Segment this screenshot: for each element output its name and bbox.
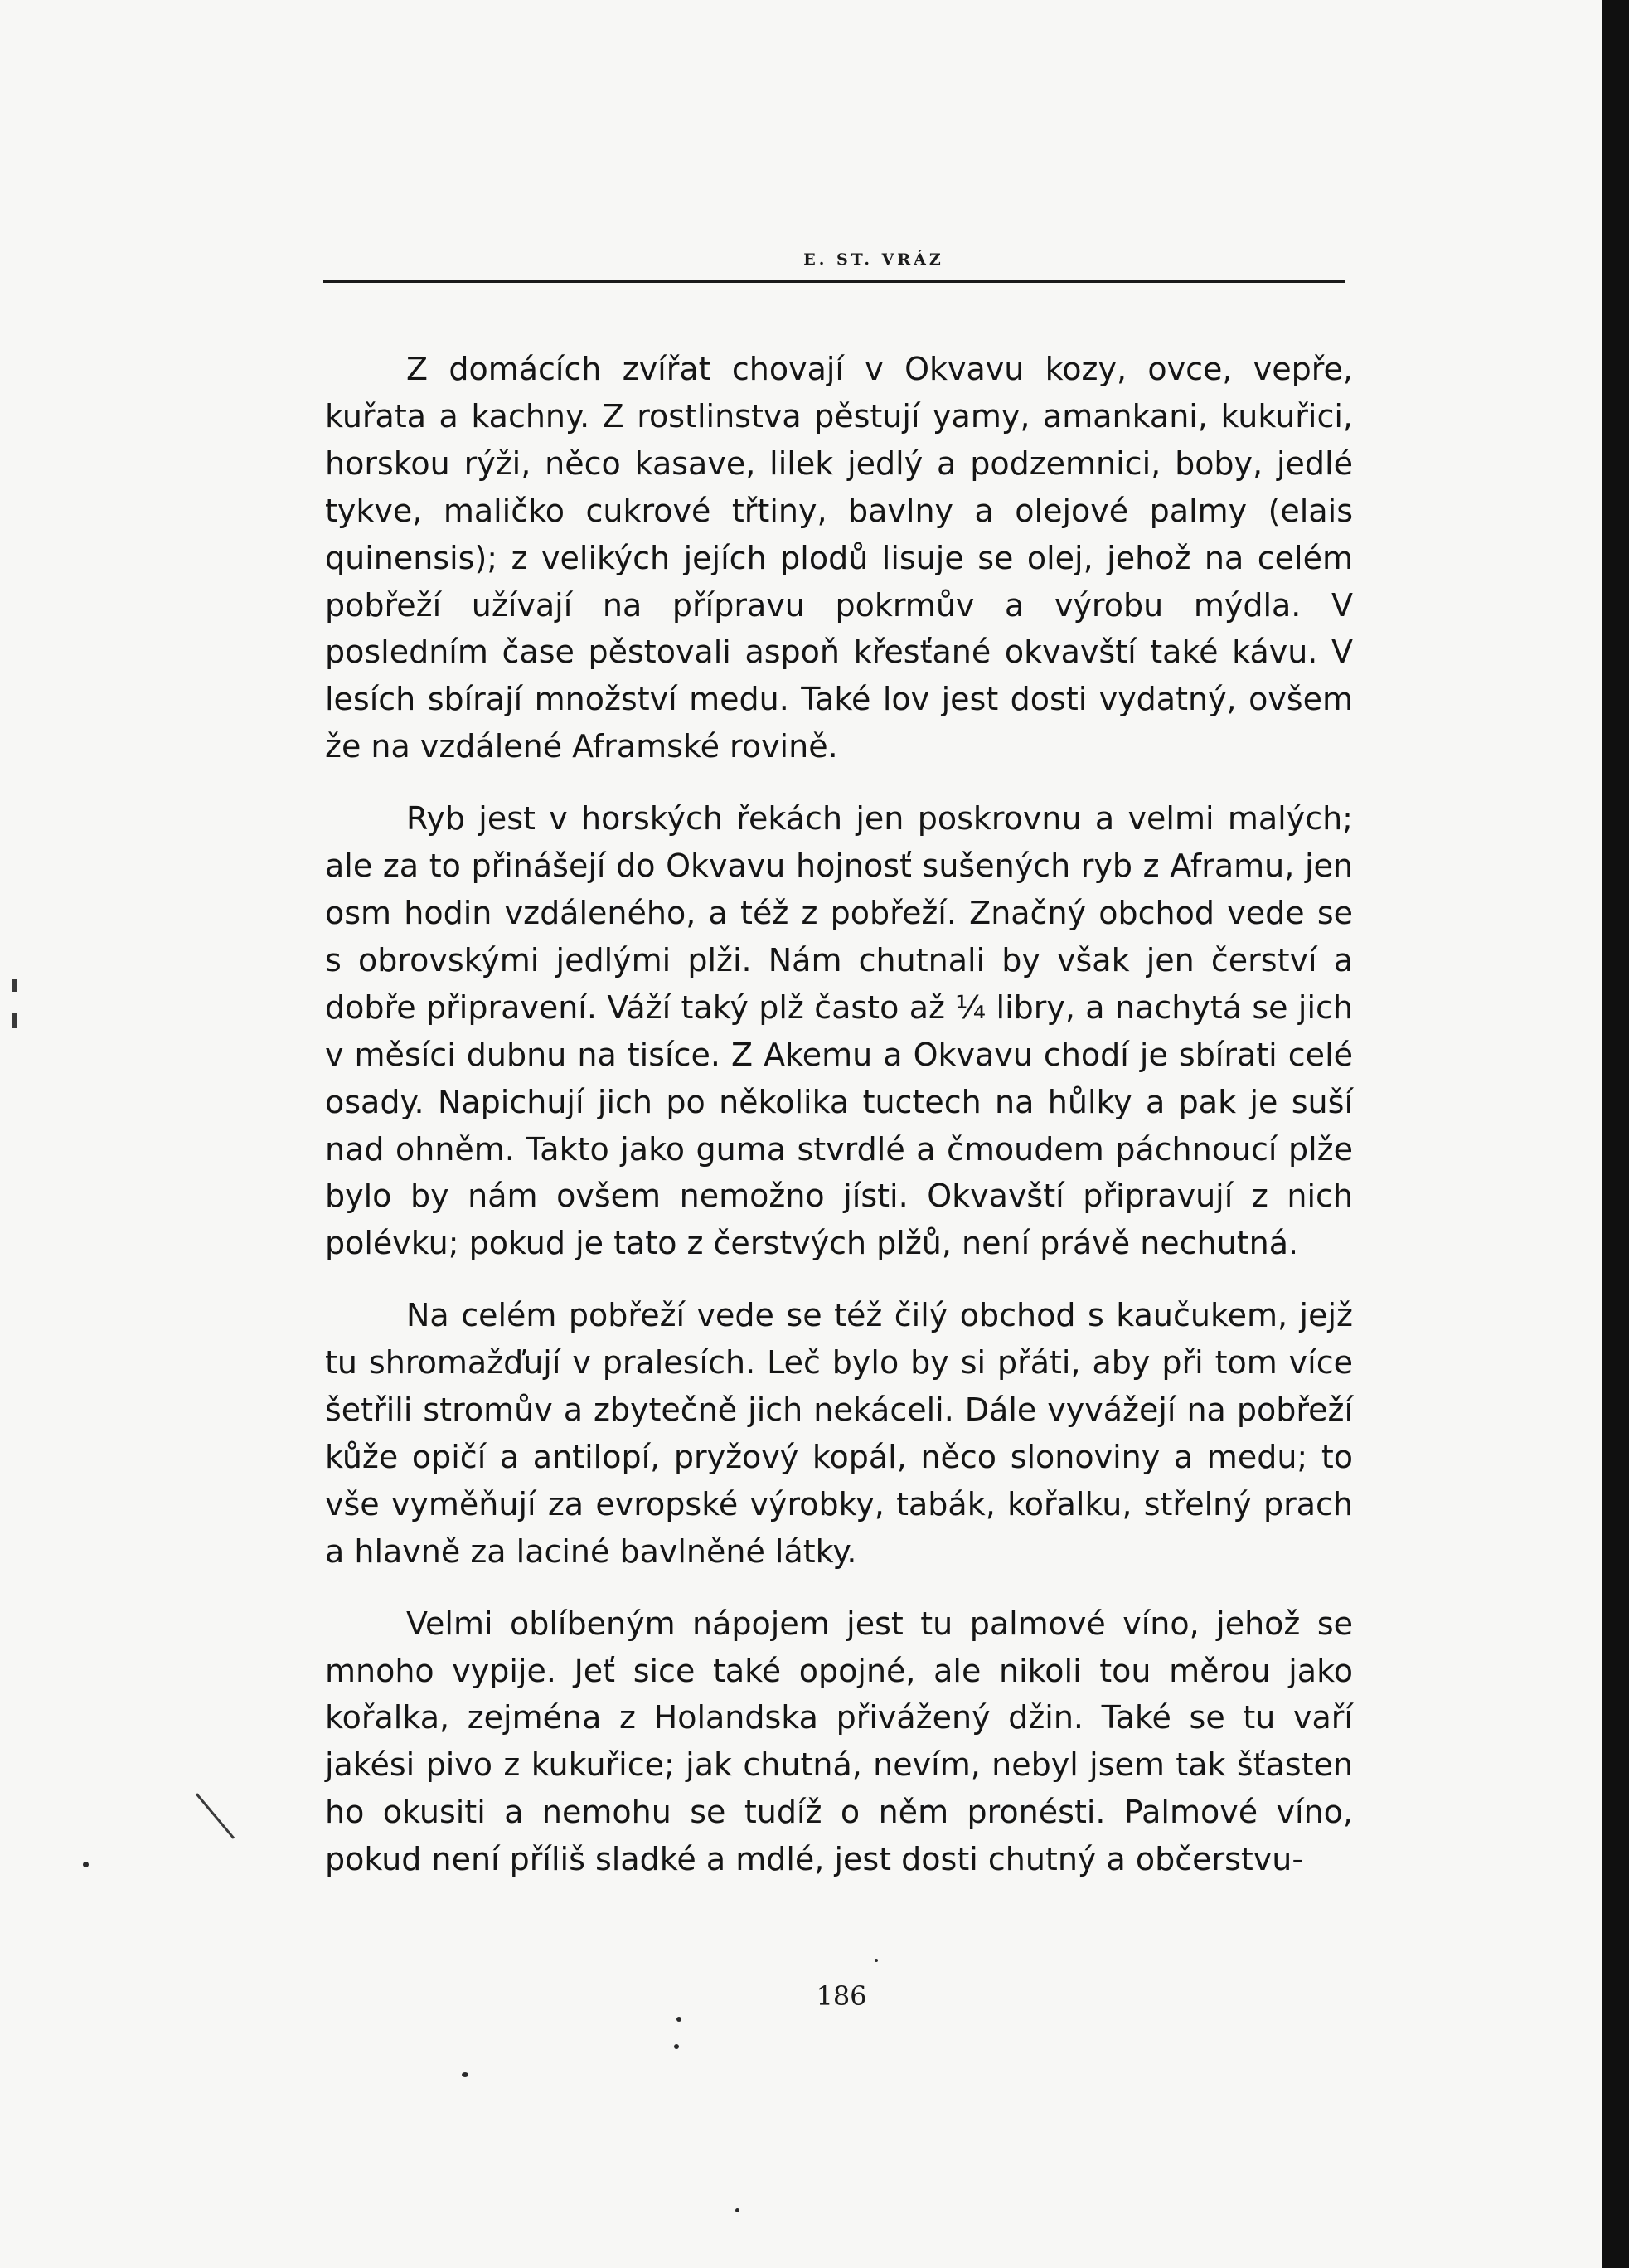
running-head bbox=[323, 250, 1345, 283]
scan-speck bbox=[462, 2072, 468, 2077]
scan-speck bbox=[83, 1862, 89, 1867]
page-number: 186 bbox=[816, 1980, 867, 2012]
body-text bbox=[325, 346, 1353, 1908]
paragraph-4: Velmi oblíbeným nápojem jest tu palmové víno, jehož se mnoho vypije. Jeť sice také opojné, ale nikoli tou měrou jako kořalka, zejména z Holandska přivážený džin. Také se tu vaří jakési pivo z kukuřice; jak chutná, nevím, nebyl jsem tak šťasten ho okusiti a nemohu se tudíž o něm pronésti. Palmové víno, pokud není příliš sladké a mdlé, jest dosti chutný a občerstvu- bbox=[325, 1605, 1353, 1878]
paragraph-2: Ryb jest v horských řekách jen poskrovnu a velmi malých; ale za to přinášejí do Okvavu hojnosť sušených ryb z Aframu, jen osm hodin vzdáleného, a též z pobřeží. Značný obchod vede se s obrovskými jedlými plži. Nám chutnali by však jen čerství a dobře připravení. Váží taký plž často až ¼ libry, a nachytá se jich v měsíci dubnu na tisíce. Z Akemu a Okvavu chodí je sbírati celé osady. Napichují jich po několika tuctech na hůlky a pak je suší nad ohněm. Takto jako guma stvrdlé a čmoudem páchnoucí plže bylo by nám ovšem nemožno jísti. Okvavští připravují z nich polévku; pokud je tato z čerstvých plžů, není právě nechutná. bbox=[325, 800, 1353, 1262]
paragraph-3: Na celém pobřeží vede se též čilý obchod s kaučukem, jejž tu shromažďují v pralesích. Leč bylo by si přáti, aby při tom více šetřili stromův a zbytečně jich nekáceli. Dále vyvážejí na pobřeží kůže opičí a antilopí, pryžový kopál, něco slonoviny a medu; to vše vyměňují za evropské výrobky, tabák, kořalku, střelný prach a hlavně za laciné bavlněné látky. bbox=[325, 1297, 1353, 1570]
scan-mark bbox=[196, 1793, 235, 1839]
running-head-text: E. ST. VRÁZ bbox=[803, 250, 944, 269]
paragraph-1: Z domácích zvířat chovají v Okvavu kozy, ovce, vepře, kuřata a kachny. Z rostlinstva pěstují yamy, amankani, kukuřici, horskou rýži, něco kasave, lilek jedlý a podzemnici, boby, jedlé tykve, maličko cukrové třtiny, bavlny a olejové palmy (elais quinensis); z velikých jejích plodů lisuje se olej, jehož na celém pobřeží užívají na přípravu pokrmův a výrobu mýdla. V posledním čase pěstovali aspoň křesťané okvavští také kávu. V lesích sbírají množství medu. Také lov jest dosti vydatný, ovšem že na vzdálené Aframské rovině. bbox=[325, 351, 1353, 765]
scan-mark bbox=[12, 1013, 17, 1028]
scan-mark bbox=[12, 979, 17, 992]
scan-edge-shadow bbox=[1602, 0, 1629, 2268]
scan-speck bbox=[735, 2208, 739, 2212]
scan-speck bbox=[875, 1959, 878, 1962]
scan-speck bbox=[676, 2017, 681, 2022]
scan-speck bbox=[674, 2044, 679, 2049]
